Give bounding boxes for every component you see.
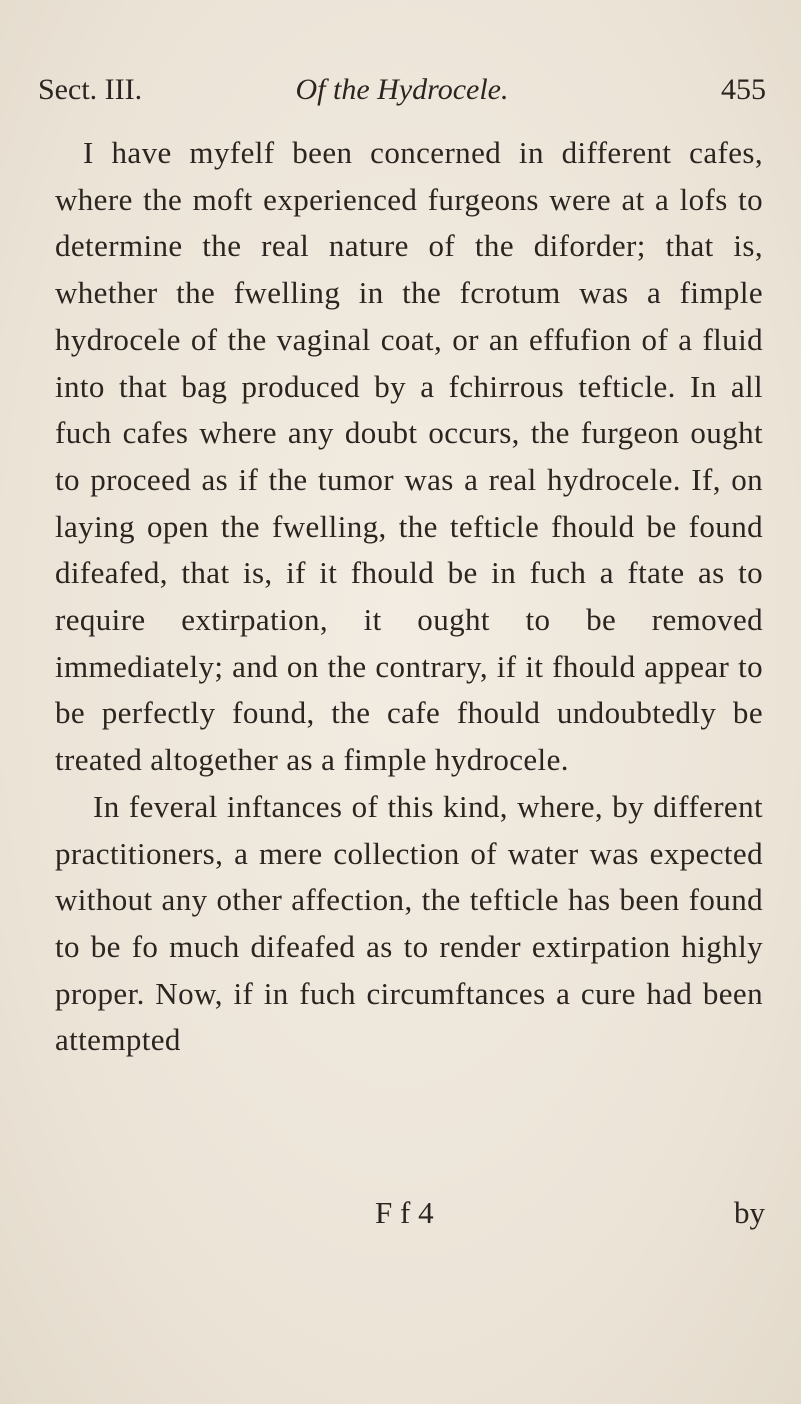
catchword: by (734, 1195, 765, 1230)
running-header (38, 70, 766, 110)
paragraph-2: In feveral inftances of this kind, where, by different practitioners, a mere collection of water was expected without any other affection, the tefticle has been found to be fo much difeafed as to render extirpation highly proper. Now, if in fuch circumftances a cure had been attempted (55, 788, 763, 1058)
page-number: 455 (721, 73, 766, 106)
running-title: Of the Hydrocele. (295, 73, 509, 106)
paragraph-1: I have myfelf been concerned in different cafes, where the moft experienced furgeons were at a lofs to determine the real nature of the diforder; that is, whether the fwelling in the fcrotum was a fimple hydrocele of the vaginal coat, or an effufion of a fluid into that bag produced by a fchirrous tefticle. In all fuch cafes where any doubt occurs, the furgeon ought to proceed as if the tumor was a real hydrocele. If, on laying open the fwelling, the tefticle fhould be found difeafed, that is, if it fhould be in fuch a ftate as to require extirpation, it ought to be removed immediately; and on the contrary, if it fhould appear to be perfectly found, the cafe fhould undoubtedly be treated altogether as a fimple hydrocele. (55, 135, 763, 778)
page-footer (0, 1190, 801, 1236)
signature-mark: F f 4 (375, 1195, 434, 1230)
body-text (55, 130, 763, 1064)
section-label: Sect. III. (38, 73, 143, 106)
